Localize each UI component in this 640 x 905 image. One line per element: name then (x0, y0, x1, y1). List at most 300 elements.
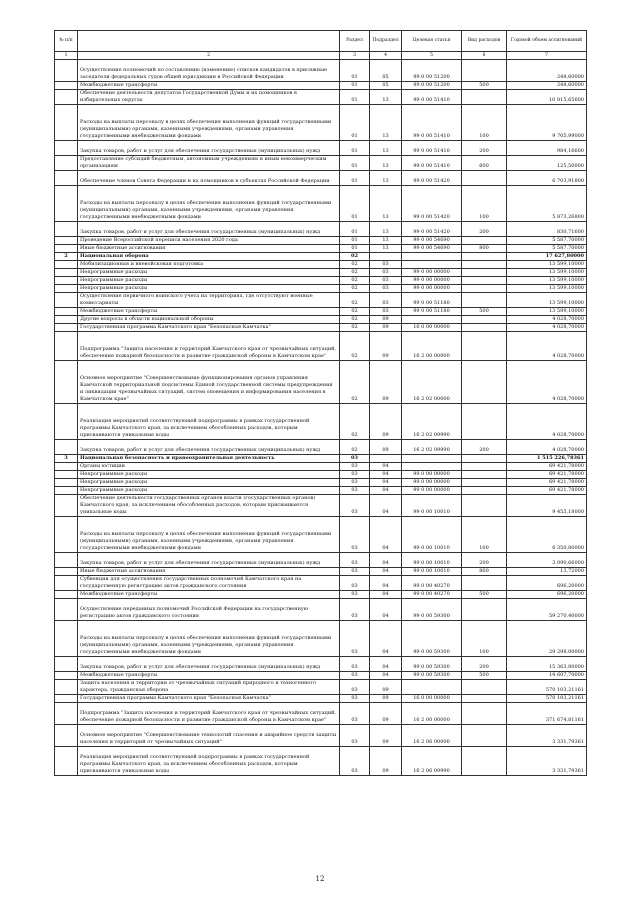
table-row (55, 285, 587, 293)
row-razdel: 01 (340, 141, 370, 156)
row-num (55, 621, 78, 657)
row-num: 3 (55, 455, 78, 463)
row-num (55, 245, 78, 253)
row-name: Обеспечение деятельности депутатов Государственной Думы и их помощников в избирательных округах (78, 90, 340, 105)
row-razdel: 03 (340, 657, 370, 672)
col-number: 3 (340, 52, 370, 60)
row-sum: 15 363,80000 (507, 657, 587, 672)
row-razdel: 02 (340, 277, 370, 285)
row-vid: 600 (462, 156, 507, 171)
row-podrazdel: 13 (370, 186, 402, 222)
row-vid (462, 332, 507, 361)
table-row (55, 245, 587, 253)
row-razdel: 03 (340, 455, 370, 463)
row-vid: 100 (462, 186, 507, 222)
row-num (55, 599, 78, 621)
table-row (55, 463, 587, 471)
row-podrazdel: 13 (370, 90, 402, 105)
table-row (55, 680, 587, 695)
col-number: 7 (507, 52, 587, 60)
row-vid (462, 471, 507, 479)
row-sum: 59 270,40000 (507, 599, 587, 621)
row-vid: 800 (462, 245, 507, 253)
header-sum: Годовой объем ассигнований (507, 31, 587, 52)
row-podrazdel: 13 (370, 156, 402, 171)
row-target (402, 455, 462, 463)
row-target: 99 0 00 51420 (402, 222, 462, 237)
table-row (55, 471, 587, 479)
table-row (55, 725, 587, 747)
row-sum: 4 028,70000 (507, 316, 587, 324)
row-target: 16 2 02 09990 (402, 404, 462, 440)
row-vid (462, 703, 507, 725)
row-target: 16 2 00 00000 (402, 332, 462, 361)
row-target: 99 0 00 54690 (402, 237, 462, 245)
row-target: 99 0 00 10010 (402, 495, 462, 517)
table-row (55, 553, 587, 568)
row-podrazdel (370, 455, 402, 463)
row-num (55, 171, 78, 186)
row-num: 2 (55, 253, 78, 261)
row-vid (462, 747, 507, 776)
row-razdel: 01 (340, 237, 370, 245)
table-row (55, 672, 587, 680)
row-podrazdel: 04 (370, 479, 402, 487)
row-target: 16 2 06 00000 (402, 725, 462, 747)
table-row (55, 90, 587, 105)
row-target: 99 0 00 51420 (402, 186, 462, 222)
row-vid (462, 261, 507, 269)
row-name: Государственная программа Камчатского края "Безопасная Камчатка" (78, 695, 340, 703)
row-vid (462, 495, 507, 517)
table-row (55, 237, 587, 245)
row-target (402, 463, 462, 471)
row-num (55, 725, 78, 747)
row-podrazdel: 13 (370, 237, 402, 245)
row-name: Закупка товаров, работ и услуг для обеспечения государственных (муниципальных) нужд (78, 657, 340, 672)
row-podrazdel: 13 (370, 105, 402, 141)
row-sum: 570 103,21161 (507, 695, 587, 703)
row-sum: 13 599,10000 (507, 293, 587, 308)
row-podrazdel: 03 (370, 269, 402, 277)
header-vid: Вид расходов (462, 31, 507, 52)
row-target: 99 0 00 10010 (402, 553, 462, 568)
row-name: Расходы на выплаты персоналу в целях обеспечения выполнения функций государственными (муниципальными) органами, казенными учреждениями, органами управления государственными внебюджетными фондами (78, 105, 340, 141)
row-num (55, 156, 78, 171)
row-vid (462, 316, 507, 324)
row-sum: 14 607,70000 (507, 672, 587, 680)
row-name: Межбюджетные трансферты (78, 308, 340, 316)
col-number: 1 (55, 52, 78, 60)
row-sum: 13 599,10000 (507, 277, 587, 285)
row-name: Иные бюджетные ассигнования (78, 245, 340, 253)
table-row (55, 308, 587, 316)
row-sum: 830,71600 (507, 222, 587, 237)
row-vid (462, 487, 507, 495)
table-row (55, 171, 587, 186)
row-podrazdel: 09 (370, 404, 402, 440)
row-vid: 100 (462, 621, 507, 657)
row-name: Национальная безопасность и правоохранительная деятельность (78, 455, 340, 463)
table-row (55, 568, 587, 576)
table-row (55, 695, 587, 703)
row-vid (462, 361, 507, 404)
row-num (55, 332, 78, 361)
row-razdel: 03 (340, 471, 370, 479)
row-name: Основное мероприятие "Совершенствование функционирования органов управления Камчатской территориальной подсистемы Единой государственной системы предупреждения и ликвидации чрезвычайных ситуаций, систем оповещения и информирования населения в Камчатском крае" (78, 361, 340, 404)
row-name: Основное мероприятие "Совершенствование технологий спасения и аварийное средств защиты населения и территорий от чрезвычайных ситуаций" (78, 725, 340, 747)
row-podrazdel: 13 (370, 222, 402, 237)
table-row (55, 105, 587, 141)
row-sum: 29 298,00000 (507, 621, 587, 657)
table-row (55, 657, 587, 672)
row-vid (462, 725, 507, 747)
row-num (55, 285, 78, 293)
table-row (55, 293, 587, 308)
row-vid (462, 576, 507, 591)
row-vid (462, 463, 507, 471)
table-row (55, 277, 587, 285)
row-name: Непрограммные расходы (78, 269, 340, 277)
row-podrazdel: 09 (370, 316, 402, 324)
row-podrazdel: 09 (370, 324, 402, 332)
table-row (55, 253, 587, 261)
row-name: Иные бюджетные ассигнования (78, 568, 340, 576)
row-name: Закупка товаров, работ и услуг для обеспечения государственных (муниципальных) нужд (78, 141, 340, 156)
table-row (55, 455, 587, 463)
row-target: 99 0 00 59300 (402, 672, 462, 680)
row-sum: 13 599,10000 (507, 308, 587, 316)
row-razdel: 02 (340, 269, 370, 277)
row-name: Расходы на выплаты персоналу в целях обеспечения выполнения функций государственными (муниципальными) органами, казенными учреждениями, органами управления государственными внебюджетными фондами (78, 517, 340, 553)
table-row (55, 82, 587, 90)
row-razdel: 02 (340, 293, 370, 308)
row-razdel: 02 (340, 361, 370, 404)
row-razdel: 01 (340, 90, 370, 105)
row-name: Реализация мероприятий соответствующей подпрограммы в рамках государственной программы Камчатского края, за исключением обособленных расходов, которым присваиваются уникальные коды (78, 747, 340, 776)
row-razdel: 02 (340, 440, 370, 455)
row-sum: 3 331,79361 (507, 747, 587, 776)
row-vid: 100 (462, 105, 507, 141)
row-vid (462, 324, 507, 332)
row-num (55, 695, 78, 703)
row-razdel: 02 (340, 324, 370, 332)
table-row (55, 316, 587, 324)
row-num (55, 517, 78, 553)
row-razdel: 01 (340, 186, 370, 222)
row-razdel: 02 (340, 404, 370, 440)
table-row (55, 222, 587, 237)
row-vid (462, 277, 507, 285)
row-sum: 13 599,10000 (507, 261, 587, 269)
col-number: 4 (370, 52, 402, 60)
row-target: 99 0 00 51180 (402, 308, 462, 316)
row-vid (462, 404, 507, 440)
row-vid: 200 (462, 553, 507, 568)
row-razdel: 03 (340, 517, 370, 553)
row-podrazdel: 09 (370, 361, 402, 404)
row-razdel: 02 (340, 316, 370, 324)
row-podrazdel (370, 253, 402, 261)
row-podrazdel: 03 (370, 261, 402, 269)
row-target: 99 0 00 00000 (402, 471, 462, 479)
row-num (55, 495, 78, 517)
row-num (55, 747, 78, 776)
row-podrazdel: 03 (370, 293, 402, 308)
row-podrazdel: 04 (370, 495, 402, 517)
row-target: 16 2 02 00000 (402, 361, 462, 404)
row-target: 99 0 00 51420 (402, 171, 462, 186)
row-vid (462, 269, 507, 277)
row-sum: 570 103,21161 (507, 680, 587, 695)
table-row (55, 269, 587, 277)
row-sum: 1 515 226,78361 (507, 455, 587, 463)
header-name (78, 31, 340, 52)
row-target: 16 2 02 09990 (402, 440, 462, 455)
row-name: Осуществление первичного воинского учета на территориях, где отсутствуют военные комиссариаты (78, 293, 340, 308)
row-target (402, 253, 462, 261)
row-target (402, 316, 462, 324)
row-name: Непрограммные расходы (78, 479, 340, 487)
row-razdel: 03 (340, 599, 370, 621)
row-num (55, 479, 78, 487)
row-vid (462, 171, 507, 186)
row-target: 99 0 00 51410 (402, 156, 462, 171)
row-target: 99 0 00 59300 (402, 621, 462, 657)
row-razdel: 03 (340, 695, 370, 703)
row-sum: 5 587,70000 (507, 237, 587, 245)
row-name: Защита населения и территории от чрезвычайных ситуаций природного и техногенного характера, гражданская оборона (78, 680, 340, 695)
row-name: Мобилизационная и вневойсковая подготовка (78, 261, 340, 269)
row-podrazdel: 04 (370, 621, 402, 657)
row-razdel: 01 (340, 82, 370, 90)
row-target: 99 0 00 00000 (402, 487, 462, 495)
row-razdel: 02 (340, 308, 370, 316)
row-name: Реализация мероприятий соответствующей подпрограммы в рамках государственной программы Камчатского края, за исключением обособленных расходов, которым присваиваются уникальные коды (78, 404, 340, 440)
row-name: Межбюджетные трансферты (78, 672, 340, 680)
row-podrazdel: 09 (370, 695, 402, 703)
row-name: Расходы на выплаты персоналу в целях обеспечения выполнения функций государственными (муниципальными) органами, казенными учреждениями, органами управления государственными внебюджетными фондами (78, 621, 340, 657)
row-sum: 4 028,70000 (507, 332, 587, 361)
row-razdel: 03 (340, 463, 370, 471)
row-name: Закупка товаров, работ и услуг для обеспечения государственных (муниципальных) нужд (78, 553, 340, 568)
row-num (55, 591, 78, 599)
row-name: Закупка товаров, работ и услуг для обеспечения государственных (муниципальных) нужд (78, 440, 340, 455)
row-sum: 3 331,79361 (507, 725, 587, 747)
row-sum: 69 421,78000 (507, 471, 587, 479)
row-razdel: 01 (340, 222, 370, 237)
header-podrazdel: Подраздел (370, 31, 402, 52)
row-name: Органы юстиции (78, 463, 340, 471)
row-num (55, 703, 78, 725)
budget-table (54, 30, 587, 776)
row-razdel: 02 (340, 285, 370, 293)
table-row (55, 487, 587, 495)
row-podrazdel: 04 (370, 657, 402, 672)
table-body (55, 60, 587, 776)
table-row (55, 621, 587, 657)
row-podrazdel: 09 (370, 440, 402, 455)
row-sum: 6 350,80000 (507, 517, 587, 553)
row-podrazdel: 05 (370, 82, 402, 90)
row-podrazdel: 04 (370, 463, 402, 471)
row-vid: 100 (462, 517, 507, 553)
row-name: Непрограммные расходы (78, 471, 340, 479)
row-target: 99 0 00 51180 (402, 293, 462, 308)
row-name: Осуществление полномочий по составлению (изменению) списков кандидатов в присяжные заседатели федеральных судов общей юрисдикции в Российской Федерации (78, 60, 340, 82)
row-num (55, 471, 78, 479)
row-sum: 4 028,70000 (507, 404, 587, 440)
row-target: 99 0 00 51200 (402, 60, 462, 82)
row-sum: 984,16600 (507, 141, 587, 156)
row-vid: 200 (462, 440, 507, 455)
row-podrazdel: 04 (370, 487, 402, 495)
row-target: 16 0 00 00000 (402, 324, 462, 332)
row-sum: 13 599,10000 (507, 269, 587, 277)
row-razdel: 01 (340, 245, 370, 253)
row-vid: 800 (462, 568, 507, 576)
row-sum: 248,60000 (507, 60, 587, 82)
row-name: Обеспечение членов Совета Федерации и их помощников в субъектах Российской Федерации (78, 171, 340, 186)
table-row (55, 747, 587, 776)
table-row (55, 361, 587, 404)
row-sum: 6 703,91800 (507, 171, 587, 186)
row-num (55, 105, 78, 141)
row-razdel: 03 (340, 703, 370, 725)
row-sum: 69 421,78000 (507, 487, 587, 495)
row-razdel: 03 (340, 725, 370, 747)
row-vid: 200 (462, 141, 507, 156)
row-sum: 371 674,81161 (507, 703, 587, 725)
row-sum: 248,60000 (507, 82, 587, 90)
row-podrazdel: 03 (370, 308, 402, 316)
row-sum: 4 028,70000 (507, 324, 587, 332)
table-row (55, 591, 587, 599)
row-razdel: 03 (340, 621, 370, 657)
page-number: 12 (315, 875, 325, 883)
row-sum: 17 627,80000 (507, 253, 587, 261)
row-num (55, 141, 78, 156)
row-podrazdel: 13 (370, 245, 402, 253)
row-num (55, 324, 78, 332)
row-target: 99 0 00 40270 (402, 591, 462, 599)
row-name: Обеспечение деятельности государственных органов власти (государственных органов) Камчатского края, за исключением обособленных расходов, которым присваиваются уникальные коды (78, 495, 340, 517)
row-target: 99 0 00 00000 (402, 285, 462, 293)
row-target: 99 0 00 51410 (402, 90, 462, 105)
row-podrazdel: 09 (370, 747, 402, 776)
row-name: Предоставление субсидий бюджетным, автономным учреждениям и иным некоммерческим организациям (78, 156, 340, 171)
row-vid (462, 60, 507, 82)
row-target: 99 0 00 00000 (402, 269, 462, 277)
row-podrazdel: 09 (370, 680, 402, 695)
col-number: 5 (402, 52, 462, 60)
row-target: 99 0 00 51200 (402, 82, 462, 90)
row-vid: 200 (462, 657, 507, 672)
row-vid: 500 (462, 308, 507, 316)
row-podrazdel: 04 (370, 553, 402, 568)
header-razdel: Раздел (340, 31, 370, 52)
header-num: № п/п (55, 31, 78, 52)
row-sum: 125,50000 (507, 156, 587, 171)
row-num (55, 90, 78, 105)
row-target: 99 0 00 00000 (402, 277, 462, 285)
row-podrazdel: 13 (370, 171, 402, 186)
row-sum: 13 599,10000 (507, 285, 587, 293)
row-num (55, 672, 78, 680)
table-row (55, 156, 587, 171)
row-razdel: 01 (340, 156, 370, 171)
row-razdel: 03 (340, 747, 370, 776)
row-num (55, 576, 78, 591)
row-num (55, 361, 78, 404)
row-sum: 4 028,70000 (507, 361, 587, 404)
row-name: Подпрограмма "Защита населения и территорий Камчатского края от чрезвычайных ситуаций, обеспечение пожарной безопасности и развитие гражданской обороны в Камчатском крае" (78, 703, 340, 725)
row-podrazdel: 03 (370, 277, 402, 285)
row-podrazdel: 04 (370, 576, 402, 591)
row-razdel: 03 (340, 568, 370, 576)
row-vid (462, 599, 507, 621)
row-razdel: 01 (340, 171, 370, 186)
row-razdel: 02 (340, 261, 370, 269)
row-num (55, 82, 78, 90)
row-vid: 500 (462, 82, 507, 90)
row-vid (462, 253, 507, 261)
row-target (402, 680, 462, 695)
table-row (55, 60, 587, 82)
row-sum: 69 421,78000 (507, 463, 587, 471)
row-razdel: 01 (340, 105, 370, 141)
row-vid (462, 695, 507, 703)
row-name: Расходы на выплаты персоналу в целях обеспечения выполнения функций государственными (муниципальными) органами, казенными учреждениями, органами управления государственными внебюджетными фондами (78, 186, 340, 222)
row-podrazdel: 04 (370, 471, 402, 479)
row-podrazdel: 04 (370, 591, 402, 599)
row-vid (462, 237, 507, 245)
row-name: Национальная оборона (78, 253, 340, 261)
table-row (55, 186, 587, 222)
row-sum: 9 455,18000 (507, 495, 587, 517)
table-row (55, 404, 587, 440)
row-sum: 5 587,70000 (507, 245, 587, 253)
row-target: 99 0 00 54690 (402, 245, 462, 253)
row-razdel: 03 (340, 576, 370, 591)
row-sum: 5 873,26800 (507, 186, 587, 222)
row-vid (462, 90, 507, 105)
row-target: 99 0 00 00000 (402, 479, 462, 487)
row-num (55, 440, 78, 455)
row-target: 99 0 00 40270 (402, 576, 462, 591)
row-sum: 4 028,70000 (507, 440, 587, 455)
row-num (55, 463, 78, 471)
row-vid (462, 455, 507, 463)
table-row (55, 261, 587, 269)
row-razdel: 01 (340, 60, 370, 82)
table-row (55, 495, 587, 517)
col-number: 6 (462, 52, 507, 60)
row-num (55, 222, 78, 237)
row-razdel: 03 (340, 553, 370, 568)
row-name: Непрограммные расходы (78, 487, 340, 495)
row-target: 99 0 00 10010 (402, 568, 462, 576)
row-target: 99 0 00 59300 (402, 599, 462, 621)
table-row (55, 517, 587, 553)
row-num (55, 487, 78, 495)
row-podrazdel: 09 (370, 725, 402, 747)
row-num (55, 261, 78, 269)
col-number: 2 (78, 52, 340, 60)
row-name: Непрограммные расходы (78, 277, 340, 285)
row-num (55, 293, 78, 308)
row-name: Межбюджетные трансферты (78, 591, 340, 599)
